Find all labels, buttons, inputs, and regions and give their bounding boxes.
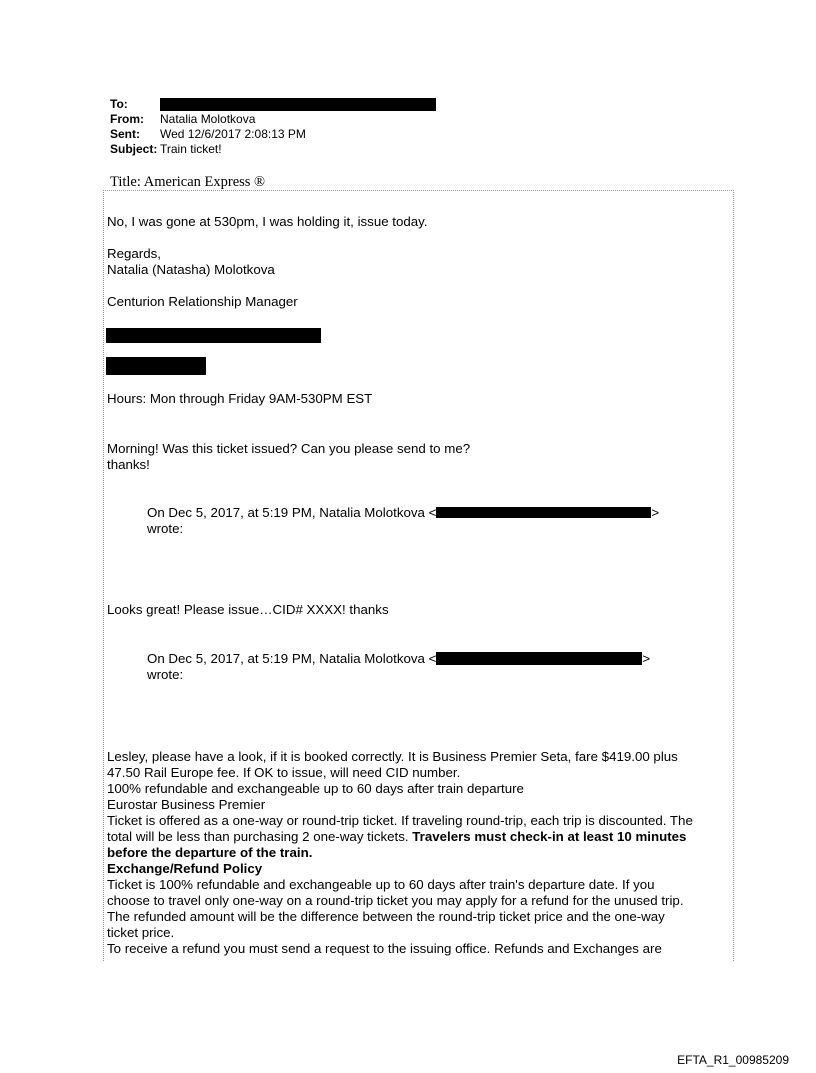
policy-line-2: choose to travel only one-way on a round-trip ticket you may apply for a refund for the unused trip. [107,893,684,908]
quote1-suffix: > [651,505,660,520]
subject-label: Subject: [110,142,158,156]
refundable-line: 100% refundable and exchangeable up to 60 days after train departure [107,781,524,796]
signature-redaction-1 [106,328,321,343]
policy-line-3: The refunded amount will be the difference between the round-trip ticket price and the one-way [107,909,665,924]
policy-line-1: Ticket is 100% refundable and exchangeable up to 60 days after train's departure date. If you [107,877,655,892]
from-label: From: [110,112,144,126]
subject-row [110,142,436,157]
ticket-line-2 [107,829,686,845]
looks-great-line: Looks great! Please issue…CID# XXXX! thanks [107,602,389,617]
policy-heading: Exchange/Refund Policy [107,861,263,876]
quote2-prefix: On Dec 5, 2017, at 5:19 PM, Natalia Molotkova < [147,651,437,666]
reply-line: No, I was gone at 530pm, I was holding it, issue today. [107,214,428,229]
quote2-line [147,651,650,667]
signature-title: Centurion Relationship Manager [107,294,298,309]
from-row [110,112,436,127]
sent-row [110,127,436,142]
lesley-line-2: 47.50 Rail Europe fee. If OK to issue, will need CID number. [107,765,461,780]
to-redaction [160,98,436,111]
quote1-prefix: On Dec 5, 2017, at 5:19 PM, Natalia Molotkova < [147,505,437,520]
signature-redaction-2 [106,357,206,375]
ticket-line-3: before the departure of the train. [107,845,313,860]
quote1-line [147,505,659,521]
regards: Regards, [107,246,161,261]
policy-line-5: To receive a refund you must send a request to the issuing office. Refunds and Exchanges are [107,941,662,956]
subject-value: Train ticket! [160,142,222,156]
policy-line-4: ticket price. [107,925,175,940]
quote2-wrote: wrote: [147,667,184,682]
sent-label: Sent: [110,127,140,141]
thanks-line: thanks! [107,457,150,472]
document-id: EFTA_R1_00985209 [677,1053,789,1067]
lesley-line-1: Lesley, please have a look, if it is booked correctly. It is Business Premier Seta, fare $419.00 plus [107,749,678,764]
ticket-line-1: Ticket is offered as a one-way or round-trip ticket. If traveling round-trip, each trip is discounted. The [107,813,693,828]
hours-line: Hours: Mon through Friday 9AM-530PM EST [107,391,373,406]
from-value: Natalia Molotkova [160,112,256,126]
quote1-wrote: wrote: [147,521,184,536]
eurostar-line: Eurostar Business Premier [107,797,266,812]
email-header [110,97,436,157]
sent-value: Wed 12/6/2017 2:08:13 PM [160,127,306,141]
title-line: Title: American Express ® [110,174,266,190]
quote1-email-redaction [436,507,651,518]
quote2-email-redaction [436,652,642,665]
to-label: To: [110,97,128,111]
quote2-suffix: > [642,651,651,666]
ticket-line-2-bold: Travelers must check-in at least 10 minutes [412,829,687,844]
message-body [103,190,734,961]
to-row [110,97,436,112]
signature-name: Natalia (Natasha) Molotkova [107,262,275,277]
ticket-line-2-normal: total will be less than purchasing 2 one-way tickets. [107,829,413,844]
morning-line: Morning! Was this ticket issued? Can you please send to me? [107,441,471,456]
